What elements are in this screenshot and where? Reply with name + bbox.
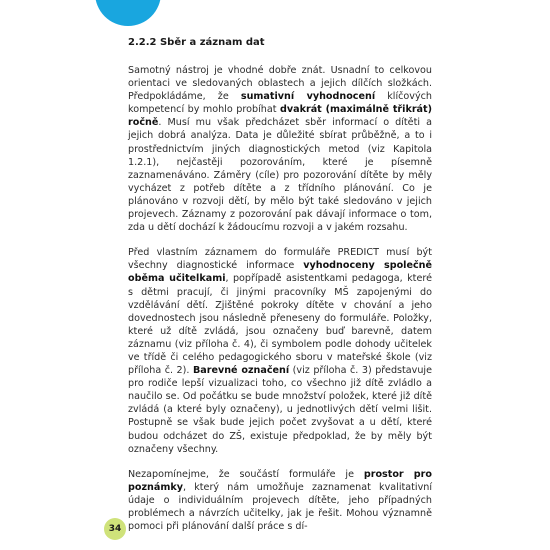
text-run: , popřípadě asistentkami pedagoga, které s dětmi pracují, či jinými pracovníky MŠ zapojenými do vzdělávání dětí. Zjištěné pokroky dítěte v chování a jeho dovednostech jsou následně přeneseny do formuláře. Položky, které už dítě zvládá, jsou označeny buď barevně, datem záznamu (viz příloha č. 4), či symbolem podle dohody učitelek ve třídě či celého pedagogického sboru v mateřské škole (viz příloha č. 2). bbox=[128, 273, 432, 377]
decorative-circle bbox=[95, 0, 161, 26]
text-run: , který nám umožňuje zaznamenat kvalitativní údaje o individuálním projevech dítěte, jeho případných problémech a návrzích učitelky, jak je řešit. Mohou významně pomoci při plánování další práce s dí- bbox=[128, 481, 432, 533]
bold-text: vyhodnoceny společně oběma učitelkami bbox=[128, 260, 432, 285]
text-run: (viz příloha č. 3) představuje pro rodiče lepší vizualizaci toho, co všechno již dítě zvládlo a naučilo se. Od počátku se bude množství položek, které již dítě zvládá (a které byly označeny), u jednotlivých dětí velmi lišit. Postupně se však bude jejich počet zvyšovat a u dětí, které budou odcházet do ZŠ, existuje předpoklad, že by měly být označeny všechny. bbox=[128, 365, 432, 455]
text-run: klíčových kompetencí by mohlo probíhat bbox=[128, 91, 432, 116]
paragraph bbox=[128, 468, 432, 533]
text-run: Před vlastním záznamem do formuláře PREDICT musí být všechny diagnostické informace bbox=[128, 247, 432, 272]
bold-text: prostor pro poznámky bbox=[128, 468, 432, 493]
paragraph bbox=[128, 246, 432, 456]
bold-text: sumativní vyhodnocení bbox=[240, 91, 376, 103]
body-text bbox=[128, 64, 432, 533]
text-run: . Musí mu však předcházet sběr informací o dítěti a jejich dobrá analýza. Data je důležité sbírat průběžně, a to i prostřednictvím jiných diagnostických metod (viz Kapitola 1.2.1), nejčastěji pozorováním, které je písemně zaznamenáváno. Záměry (cíle) pro pozorování dítěte by měly vycházet z potřeb dítěte a z třídního plánování. Co je plánováno v rozvoji dětí, by mělo být také sledováno v jejich projevech. Záznamy z pozorování pak dávají informace o tom, zda u dětí dochází k žádoucímu rozvoji a v jakém rozsahu. bbox=[128, 117, 432, 234]
bold-text: Barevné označení bbox=[192, 365, 290, 377]
page-content bbox=[128, 36, 432, 545]
text-run: Nezapomínejme, že součástí formuláře je bbox=[128, 468, 364, 480]
page-number: 34 bbox=[104, 518, 126, 540]
text-run: Samotný nástroj je vhodné dobře znát. Usnadní to celkovou orientaci ve sledovaných oblastech a jejich dílčích složkách. Předpokládáme, že bbox=[128, 65, 432, 103]
bold-text: dvakrát (maximálně třikrát) ročně bbox=[128, 104, 432, 129]
paragraph bbox=[128, 64, 432, 234]
section-title: 2.2.2 Sběr a záznam dat bbox=[128, 37, 265, 48]
